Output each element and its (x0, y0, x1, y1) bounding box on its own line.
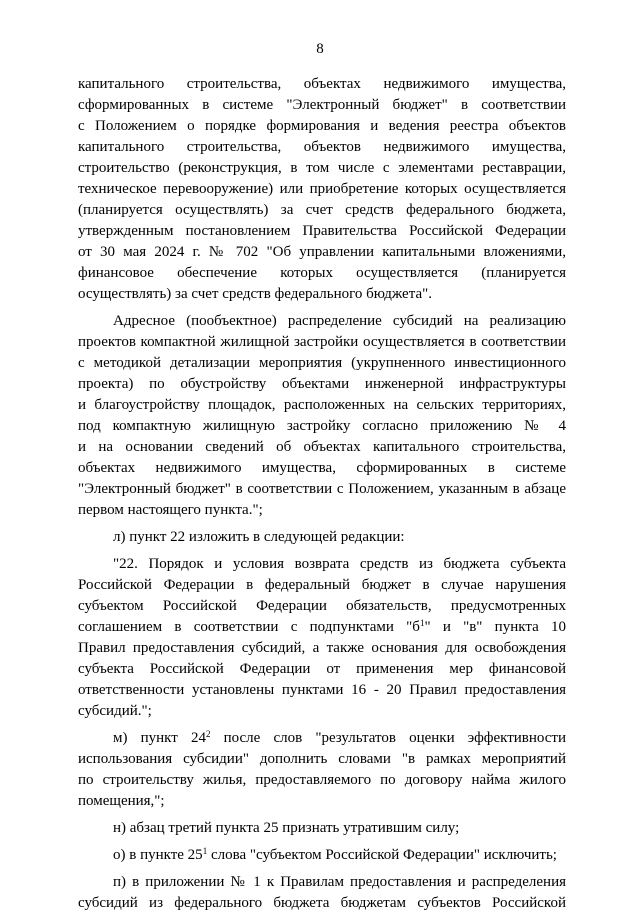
text-line: Правил предоставления субсидий, а также основания для освобождения (78, 640, 566, 656)
paragraph-4 (78, 554, 566, 722)
page-number: 8 (316, 41, 324, 57)
text-line: объектах недвижимого имущества, сформированных в системе (78, 460, 566, 476)
text-segment: соглашением в соответствии с подпунктами "б (78, 619, 420, 635)
text-line: и благоустройству площадок, расположенных на сельских территориях, (78, 397, 566, 413)
text-line (78, 728, 566, 749)
paragraph-3 (78, 527, 566, 548)
text-line: от 30 мая 2024 г. № 702 "Об управлении капитальными вложениями, (78, 244, 566, 260)
superscript: 1 (419, 618, 425, 628)
text-line: проектов компактной жилищной застройки осуществляется в соответствии (78, 334, 566, 350)
text-line: субсидий."; (78, 703, 152, 719)
paragraph-8 (78, 872, 566, 914)
paragraph-7 (78, 845, 566, 866)
text-line: с Положением о порядке формирования и ведения реестра объектов (78, 118, 566, 134)
text-line: субъектом Российской Федерации обязательств, предусмотренных (78, 598, 566, 614)
text-line: капитального строительства, объектах недвижимого имущества, (78, 76, 566, 92)
text-line: техническое перевооружение) или приобретение которых осуществляется (78, 181, 566, 197)
text-line: по строительству жилья, предоставляемого по договору найма жилого (78, 772, 566, 788)
text-segment: о) в пункте 25 (113, 847, 203, 863)
text-segment: после слов "результатов оценки эффективности (210, 730, 566, 746)
paragraph-6 (78, 818, 566, 839)
text-line: использования субсидии" дополнить словами "в рамках мероприятий (78, 751, 566, 767)
text-line: проекта) по обустройству объектами инженерной инфраструктуры (78, 376, 566, 392)
text-line: утвержденным постановлением Правительства Российской Федерации (78, 223, 566, 239)
text-line: финансовое обеспечение которых осуществляется (планируется (78, 265, 566, 281)
text-line: п) в приложении № 1 к Правилам предоставления и распределения (113, 874, 566, 890)
text-line: под компактную жилищную застройку согласно приложению № 4 (78, 418, 566, 434)
text-line: субъекта Российской Федерации от применения мер финансовой (78, 661, 566, 677)
text-line: л) пункт 22 изложить в следующей редакции: (113, 529, 405, 545)
text-line (78, 845, 566, 866)
text-line: и на основании сведений об объектах капитального строительства, (78, 439, 566, 455)
text-line: н) абзац третий пункта 25 признать утратившим силу; (113, 820, 460, 836)
text-line: субсидий из федерального бюджета бюджетам субъектов Российской (78, 895, 566, 911)
paragraph-2 (78, 311, 566, 521)
document-body (78, 74, 566, 914)
text-line: капитального строительства, объектов недвижимого имущества, (78, 139, 566, 155)
text-segment: м) пункт 24 (113, 730, 206, 746)
text-line: "22. Порядок и условия возврата средств из бюджета субъекта (113, 556, 566, 572)
paragraph-1 (78, 74, 566, 305)
text-line (78, 617, 566, 638)
text-line: Российской Федерации в федеральный бюджет в случае нарушения (78, 577, 566, 593)
superscript: 2 (205, 729, 211, 739)
text-line: первом настоящего пункта."; (78, 502, 263, 518)
text-segment: слова "субъектом Российской Федерации" исключить; (207, 847, 557, 863)
text-line: помещения,"; (78, 793, 165, 809)
text-line: сформированных в системе "Электронный бюджет" в соответствии (78, 97, 566, 113)
text-line: осуществлять) за счет средств федерального бюджета". (78, 286, 432, 302)
superscript: 1 (202, 846, 208, 856)
paragraph-5 (78, 728, 566, 812)
text-line: Адресное (пообъектное) распределение субсидий на реализацию (113, 313, 566, 329)
text-line: с методикой детализации мероприятия (укрупненного инвестиционного (78, 355, 566, 371)
text-line: (планируется осуществлять) за счет средств федерального бюджета, (78, 202, 566, 218)
text-line: ответственности установлены пунктами 16 - 20 Правил предоставления (78, 682, 566, 698)
text-line: строительство (реконструкция, в том числе с элементами реставрации, (78, 160, 566, 176)
text-segment: " и "в" пункта 10 (424, 619, 566, 635)
text-line: "Электронный бюджет" в соответствии с Положением, указанным в абзаце (78, 481, 566, 497)
